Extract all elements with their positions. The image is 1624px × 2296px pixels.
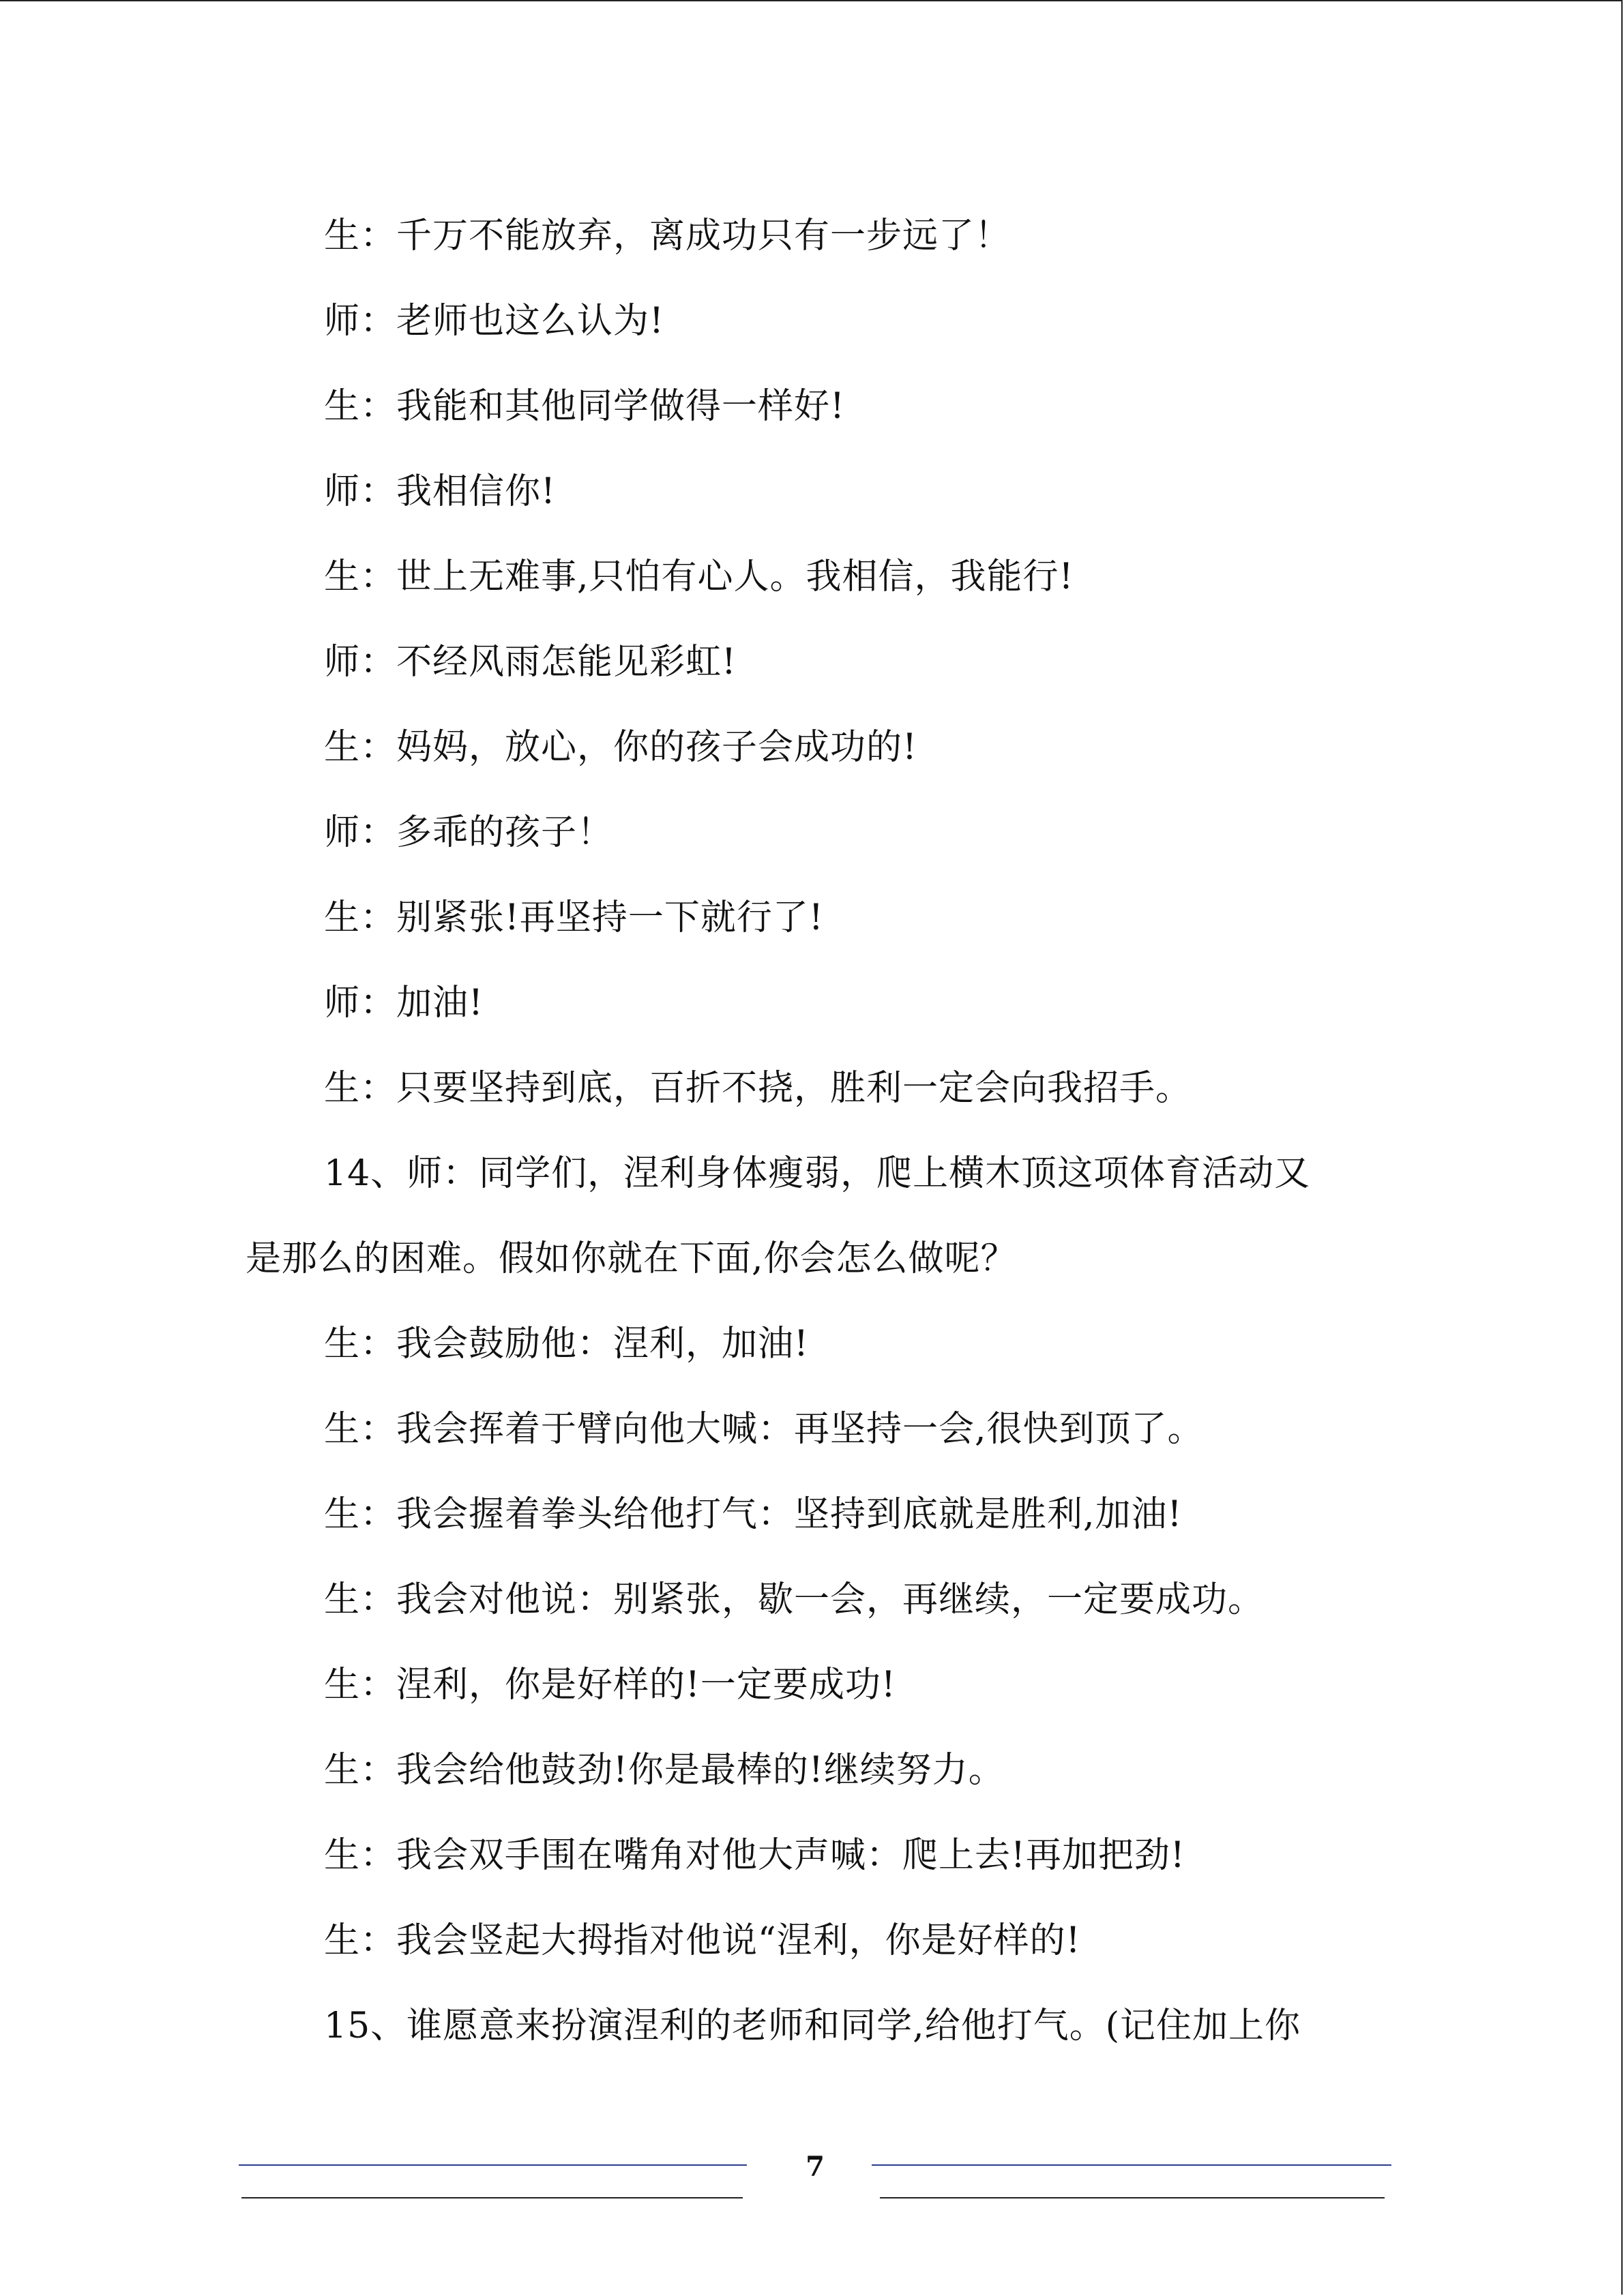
page-number: 7 (806, 2151, 825, 2183)
paragraph-continuation-line: 是那么的困难。假如你就在下面,你会怎么做呢？ (246, 1238, 1017, 1279)
dialogue-line: 生：我会给他鼓劲!你是最棒的!继续努力。 (324, 1750, 1005, 1791)
dialogue-line: 生：涅利，你是好样的!一定要成功! (324, 1665, 896, 1705)
dialogue-line: 生：我会对他说：别紧张，歇一会，再继续，一定要成功。 (324, 1579, 1265, 1620)
dialogue-line: 生：我会挥着于臂向他大喊：再坚持一会,很快到顶了。 (324, 1409, 1204, 1450)
footer-rule-right-top (872, 2164, 1391, 2166)
dialogue-line: 生：千万不能放弃，离成功只有一步远了！ (324, 215, 1012, 256)
document-body (246, 194, 1364, 2069)
dialogue-line: 生：世上无难事,只怕有心人。我相信，我能行! (324, 556, 1074, 597)
dialogue-line: 师：加油! (324, 983, 484, 1024)
dialogue-line: 生：别紧张!再坚持一下就行了! (324, 897, 824, 938)
dialogue-line: 生：我会鼓励他：涅利，加油! (324, 1324, 809, 1365)
dialogue-line: 生：我会双手围在嘴角对他大声喊：爬上去!再加把劲! (324, 1835, 1185, 1876)
dialogue-line: 生：只要坚持到底，百折不挠，胜利一定会向我招手。 (324, 1068, 1192, 1109)
numbered-paragraph-line: 15、谁愿意来扮演涅利的老师和同学,给他打气。(记住加上你 (324, 2006, 1301, 2046)
dialogue-line: 生：我会握着拳头给他打气：坚持到底就是胜利,加油! (324, 1494, 1183, 1535)
footer-rule-right-bottom (880, 2197, 1385, 2198)
dialogue-line: 师：多乖的孩子！ (324, 812, 614, 853)
dialogue-line: 生：妈妈，放心，你的孩子会成功的! (324, 727, 917, 768)
dialogue-line: 师：不经风雨怎能见彩虹! (324, 642, 737, 683)
footer-rule-left-bottom (241, 2197, 743, 2198)
dialogue-line: 师：老师也这么认为! (324, 301, 664, 342)
dialogue-line: 生：我会竖起大拇指对他说“涅利，你是好样的! (324, 1920, 1081, 1961)
dialogue-line: 师：我相信你! (324, 471, 556, 512)
footer-rule-left-top (239, 2164, 747, 2166)
numbered-paragraph-line: 14、师：同学们，涅利身体瘦弱，爬上横木顶这项体育活动又 (324, 1153, 1311, 1194)
page-footer (239, 2148, 1391, 2203)
dialogue-line: 生：我能和其他同学做得一样好! (324, 386, 845, 427)
